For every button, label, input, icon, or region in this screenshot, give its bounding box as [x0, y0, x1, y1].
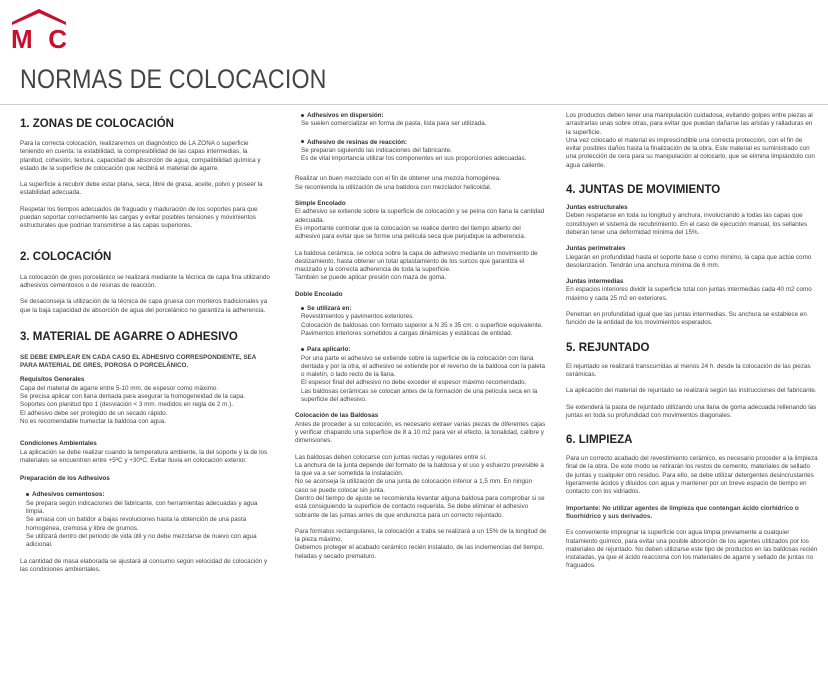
- subheading-estructurales: Juntas estructurales: [566, 204, 628, 212]
- column-3: [566, 112, 818, 579]
- text: Es conveniente impregnar la superficie con agua limpia previamente a cualquier tratamiento químico, para evitar una posible absorción de los agentes utilizados por los materiales de rejuntado. No deben utilizarse este tipo de productos en las baldosas recién instaladas, ya que el ácido reacciona con los materiales de agarre y sellado de juntas no fraguados.: [566, 529, 818, 570]
- text: Para un correcto acabado del revestimiento cerámico, es necesario proceder a la limpieza final de la obra. De este modo se retirarán los restos de cemento, materiales de sellado de juntas y cualquier otro residuo. Para ello, se debe utilizar detergentes desincrustantes ligeramente ácidos y diluidos con agua y mantener por un breve espacio de tiempo en contacto con los vidriados.: [566, 455, 818, 496]
- text: El adhesivo se extiende sobre la superficie de colocación y se peina con llana la cantidad adecuada. Es importante controlar que la colocación se realice dentro del tiempo abierto del adhesivo para evitar que se forme una película seca que perjudique la adherencia.: [295, 208, 545, 241]
- text: Realizar un buen mezclado con el fin de obtener una mezcla homogénea. Se recomienda la utilización de una batidora con mezclador helicoidal.: [295, 175, 501, 191]
- block-uso: [295, 305, 547, 404]
- subheading-dispersion: Adhesivos en dispersión:: [301, 112, 547, 120]
- heading-juntas: 4. JUNTAS DE MOVIMIENTO: [566, 184, 721, 197]
- subheading-uso: Se utilizará en:: [301, 305, 547, 313]
- text: Por una parte el adhesivo se extiende sobre la superficie de la colocación con llana dentada y por la otra, el adhesivo se extiende por el reverso de la baldosa con la paleta o maletín, o lado recto de la llana. El espesor final del adhesivo no debe exceder el espesor máximo recomendado. Las baldosas cerámicas se colocan antes de la formación de una película seca en la superficie del adhesivo.: [301, 354, 545, 404]
- heading-zonas: 1. ZONAS DE COLOCACIÓN: [20, 118, 174, 130]
- subheading-intermedias: Juntas intermedias: [566, 278, 624, 286]
- subheading-colocacion-baldosas: Colocación de las Baldosas: [295, 412, 379, 420]
- logo-text: MC: [11, 24, 67, 50]
- text: Los productos deben tener una manipulación cuidadosa, evitando golpes entre piezas al arrastrarlas unas sobre otras, para evitar que puedan dañarse las aristas y ralladuras en la superficie. Una vez colocado el material es imprescindible una correcta protección, con el fin de evitar posibles daños hasta la finalización de la obra. Este material es suministrado con una protección de cera para su manipulación al colocarlo, que se elimina limpiándolo con agua caliente.: [566, 112, 815, 169]
- subheading-requisitos: Requisitos Generales: [20, 376, 85, 384]
- text: Deben respetarse en toda su longitud y anchura, involucrando a todas las capas que constituyen el sistema de recubrimiento. En el caso de ejecución manual, los sellantes deberán tener una deformidad mínima del 15%.: [566, 212, 808, 236]
- text: Para la correcta colocación, realizaremos un diagnóstico de LA ZONA o superficie teniendo en cuenta: la estabilidad, la compresibilidad de las capas intermedias, la planitud, cohesión, textura, capacidad de absorción de agua, compatibilidad química y estado de la superficie de colocación que recibirá el material de agarre.: [20, 140, 261, 172]
- column-2: [295, 112, 547, 569]
- text: La aplicación del material de rejuntado se realizará según las instrucciones del fabricante.: [566, 387, 817, 395]
- subheading-cementosos: Adhesivos cementosos:: [26, 491, 272, 499]
- text: Se preparan siguiendo las indicaciones del fabricante. Es de vital importancia utilizar los componentes en sus proporciones adecuadas.: [301, 146, 527, 163]
- heading-limpieza: 6. LIMPIEZA: [566, 434, 633, 447]
- bullet-icon: [26, 493, 29, 496]
- bullet-icon: [301, 307, 304, 310]
- text: La baldosa cerámica, se coloca sobre la capa de adhesivo mediante un movimiento de deslizamiento, hasta obtener un total aplastamiento de los surcos que garantiza el macizado y la correcta adherencia de toda la superficie. También se puede aplicar presión con maza de goma.: [295, 249, 538, 282]
- bullet-icon: [301, 348, 304, 351]
- text: Para formatos rectangulares, la colocación a traba se realizará a un 15% de la longitud de la pieza máximo. Debemos proteger el acabado cerámico recién instalado, de las inclemencias del tiempo, heladas y secado prematuro.: [295, 527, 547, 560]
- title-divider: [0, 104, 828, 105]
- text: La superficie a recubrir debe estar plana, seca, libre de grasa, aceite, polvo y poseer la estabilidad adecuada.: [20, 181, 263, 197]
- page-title: NORMAS DE COLOCACION: [20, 64, 327, 94]
- text: Se desaconseja la utilización de la técnica de capa gruesa con morteros tradicionales ya que la baja capacidad de absorción de agua del porcelánico no garantiza la adherencia.: [20, 298, 268, 314]
- heading-rejuntado: 5. REJUNTADO: [566, 341, 650, 354]
- subheading-ambientales: Condiciones Ambientales: [20, 440, 97, 448]
- text: Se extenderá la pasta de rejuntado utilizando una llana de goma adecuada rellenando las juntas en toda su profundidad con movimientos diagonales.: [566, 403, 817, 419]
- block-cementosos: [20, 491, 272, 549]
- text: Se suelen comercializar en forma de pasta, lista para ser utilizada.: [301, 120, 487, 128]
- subheading-resinas: Adhesivo de resinas de reacción:: [301, 139, 547, 147]
- block-dispersion: [295, 112, 547, 163]
- subheading-perimetrales: Juntas perimetrales: [566, 245, 626, 253]
- text: Llegarán en profundidad hasta el soporte base o como mínimo, la capa que actúe como desolarización. Tendrán una anchura mínima de 6 mm.: [566, 253, 812, 269]
- text: La colocación de gres porcelánico se realizará mediante la técnica de capa fina utilizando adhesivos cementosos o de resinas de reacción.: [20, 273, 270, 289]
- text: El rejuntado se realizará transcurridas al menos 24 h. desde la colocación de las piezas cerámicas.: [566, 362, 811, 378]
- subheading-doble: Doble Encolado: [295, 290, 343, 298]
- roof-icon: [12, 9, 66, 25]
- text-bold: SE DEBE EMPLEAR EN CADA CASO EL ADHESIVO CORRESPONDIENTE, SEA PARA MATERIAL DE GRES, POROSA O PORCELÁNICO.: [20, 353, 257, 370]
- subheading-preparacion: Preparación de los Adhesivos: [20, 475, 110, 483]
- column-1: [20, 112, 272, 582]
- heading-material: 3. MATERIAL DE AGARRE O ADHESIVO: [20, 330, 238, 343]
- bullet-icon: [301, 114, 304, 117]
- text: Penetran en profundidad igual que las juntas intermedias. Su anchura se establece en función de la entidad de los movimientos esperados.: [566, 311, 807, 327]
- subheading-aplicar: Para aplicarlo:: [301, 346, 547, 354]
- text: Las baldosas deben colocarse con juntas rectas y regulares entre sí. La anchura de la junta depende del formato de la baldosa y el uso y esfuerzo previsible a la que va a ser sometida la instalación. No se aconseja la utilización de una junta de colocación inferior a 1,5 mm. En ningún caso se puede colocar sin junta. Dentro del tiempo de ajuste se recomienda levantar alguna baldosa para comprobar si se está consiguiendo la superficie de contacto requerida. Se debe eliminar el adhesivo sobrante de las juntas antes de que endurezca para un correcto rejuntado.: [295, 453, 545, 519]
- text: Antes de proceder a su colocación, es necesario extraer varias piezas de diferentes cajas y verificar chapando una superficie de 8 a 10 m2 para ver el efecto, la tonalidad, calibre y dimensiones.: [295, 420, 546, 445]
- text: En espacios interiores dividir la superficie total con juntas intermedias cada 40 m2 como máximo y cada 25 m2 en exteriores.: [566, 286, 812, 302]
- text: La aplicación se debe realizar cuando la temperatura ambiente, la del soporte y la de los materiales se encuentren entre +5ºC y +30ºC. Evitar lluvia en colocación exterior.: [20, 448, 268, 464]
- heading-colocacion: 2. COLOCACIÓN: [20, 250, 112, 263]
- mc-logo: [8, 6, 70, 50]
- text-warning: Importante: No utilizar agentes de limpieza que contengan ácido clorhídrico o fluorhídrico y sus derivados.: [566, 504, 799, 520]
- subheading-simple: Simple Encolado: [295, 200, 346, 208]
- bullet-icon: [301, 140, 304, 143]
- text: Capa del material de agarre entre 5-10 mm. de espesor como máximo. Se precisa aplicar con llana dentada para asegurar la homogeneidad de la capa. Soportes con planitud tipo 1 (desviación < 3 mm. medidos en regla de 2 m.). El adhesivo debe ser protegido de un secado rápido. No es recomendable humectar la baldosa con agua.: [20, 384, 246, 425]
- text: Revestimientos y pavimentos exteriores. Colocación de baldosas con formato superior a N 35 x 35 cm. o superficie equivalente. Pavimentos interiores sometidos a cargas dinámicas y estáticas de entidad.: [301, 313, 543, 337]
- text: Se prepara según indicaciones del fabricante, con herramientas adecuadas y agua limpia. Se amasa con un batidor a bajas revoluciones hasta la obtención de una pasta homogénea, cremosa y libre de grumos. Se utilizará dentro del periodo de vida útil y no debe mezclarse de nuevo con agua adicional.: [26, 499, 258, 549]
- text: Respetar los tiempos adecuados de fraguado y maduración de los soportes para que puedan soportar correctamente las cargas y evitar posibles tensiones y movimientos estructurales que podrían transmitirse a las capas superiores.: [20, 205, 258, 230]
- text: La cantidad de masa elaborada se ajustará al consumo según velocidad de colocación y las condiciones ambientales.: [20, 557, 268, 573]
